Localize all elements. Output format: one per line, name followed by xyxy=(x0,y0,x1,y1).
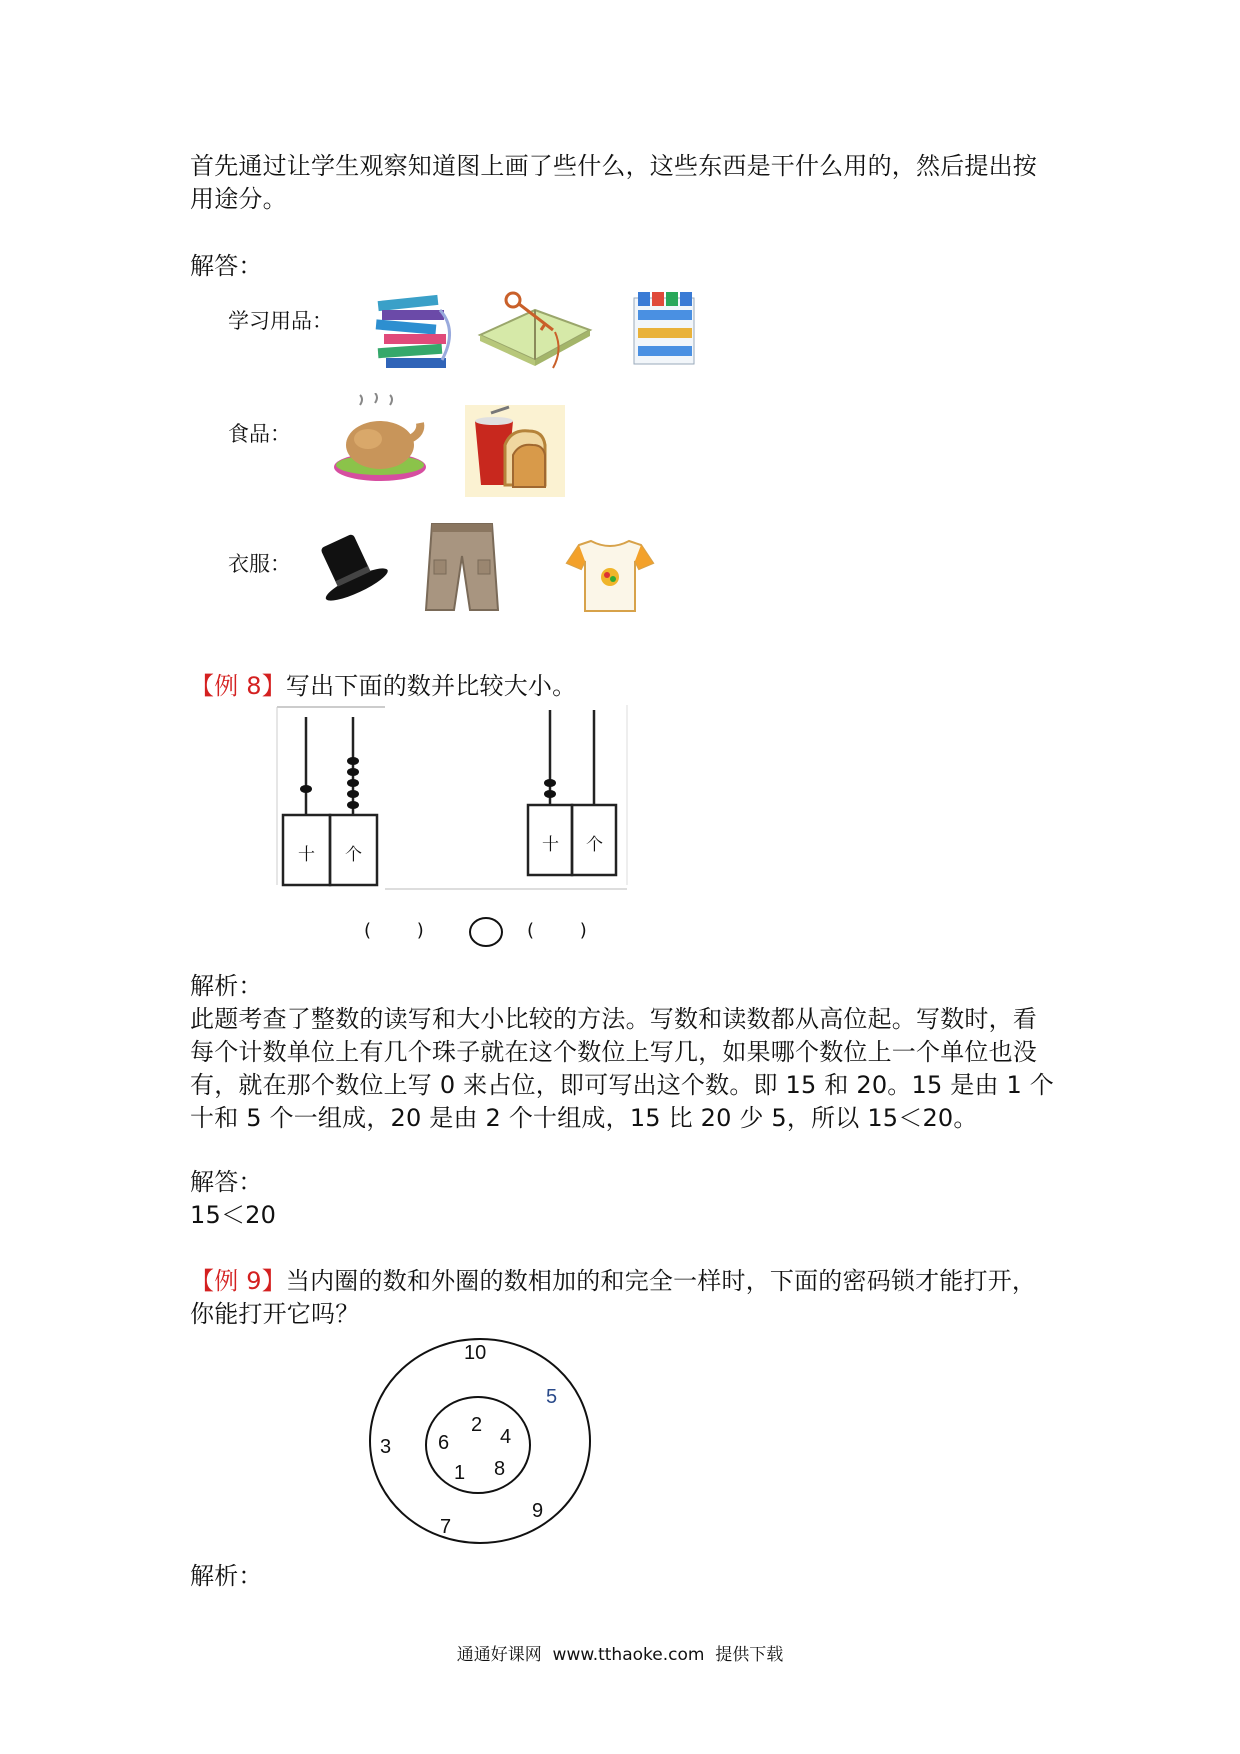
analysis8-label: 解析： xyxy=(190,972,263,1000)
answer-blank-right[interactable]: ( ) xyxy=(527,920,587,941)
category-label-clothes: 衣服： xyxy=(228,552,291,576)
intro-paragraph: 首先通过让学生观察知道图上画了些什么，这些东西是干什么用的，然后提出按用途分。 xyxy=(190,152,1037,213)
page-footer: 通通好课网 www.tthaoke.com 提供下载 xyxy=(456,1645,784,1665)
roast-chicken-image xyxy=(330,393,430,488)
pants-image xyxy=(422,520,502,615)
abacus-left-ones-label: 个 xyxy=(345,845,362,865)
inner-number-right: 4 xyxy=(500,1426,512,1448)
abacus-right-ones-label: 个 xyxy=(586,835,603,855)
abacus-diagram xyxy=(275,705,635,890)
inner-number-bottom-left: 1 xyxy=(454,1462,466,1484)
open-book-key-image xyxy=(475,290,595,375)
abacus-left-tens-label: 十 xyxy=(298,845,315,865)
inner-number-left: 6 xyxy=(438,1432,450,1454)
example9-title: 当内圈的数和外圈的数相加的和完全一样时，下面的密码锁才能打开，你能打开它吗？ xyxy=(190,1267,1037,1328)
example9-heading xyxy=(190,1265,1060,1331)
books-stack-image xyxy=(370,290,460,375)
outer-ring xyxy=(370,1339,590,1543)
top-hat-image xyxy=(310,530,390,610)
analysis9-label: 解析： xyxy=(190,1562,263,1590)
example8-title: 写出下面的数并比较大小。 xyxy=(285,672,577,700)
category-label-food: 食品： xyxy=(228,422,291,446)
example8-tag: 【例 8】 xyxy=(190,672,286,700)
example8-heading xyxy=(190,670,1060,703)
abacus-right-tens-label: 十 xyxy=(542,835,559,855)
outer-number-left: 3 xyxy=(380,1436,392,1458)
outer-number-right: 5 xyxy=(546,1386,558,1408)
outer-number-top: 10 xyxy=(464,1342,487,1364)
t-shirt-image xyxy=(565,535,655,615)
answer8-value: 15＜20 xyxy=(190,1201,277,1229)
drink-sandwich-image xyxy=(465,405,565,497)
answer-blank-left[interactable]: ( ) xyxy=(364,920,424,941)
compare-circle[interactable] xyxy=(468,916,504,948)
combination-lock-diagram xyxy=(366,1335,596,1550)
outer-number-bottom-right: 9 xyxy=(532,1500,544,1522)
category-label-study: 学习用品： xyxy=(228,309,333,333)
glue-sticks-image xyxy=(630,288,700,373)
analysis8-text: 此题考查了整数的读写和大小比较的方法。写数和读数都从高位起。写数时，看每个计数单位上有几个珠子就在这个数位上写几，如果哪个数位上一个单位也没有，就在那个数位上写 0 来占位，即可写出这个数。即 15 和 20。15 是由 1 个十和 5 个一组成，20 是由 2 个十组成，15 比 20 少 5，所以 15＜20。 xyxy=(190,1005,1054,1132)
example9-tag: 【例 9】 xyxy=(190,1267,286,1295)
answer-label: 解答： xyxy=(190,252,263,280)
inner-number-bottom-right: 8 xyxy=(494,1458,506,1480)
inner-number-top: 2 xyxy=(471,1414,483,1436)
outer-number-bottom-left: 7 xyxy=(440,1516,452,1538)
answer8-label: 解答： xyxy=(190,1168,263,1196)
